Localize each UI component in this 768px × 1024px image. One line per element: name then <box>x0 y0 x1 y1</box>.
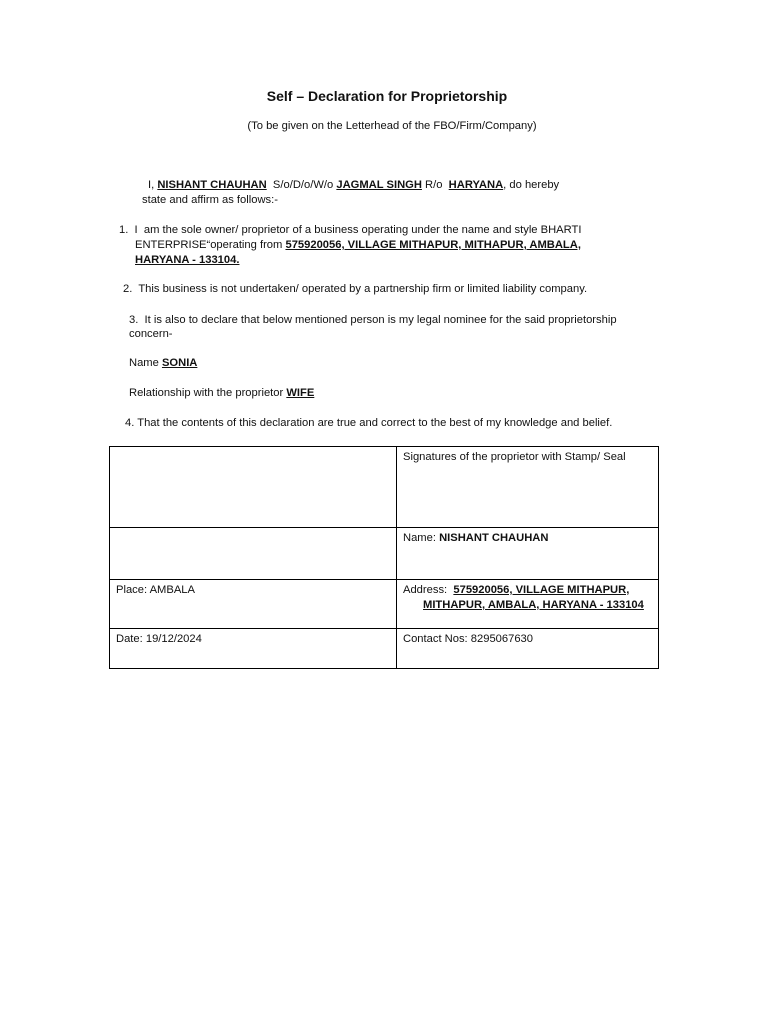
table-row <box>110 528 659 580</box>
empty-cell <box>110 528 397 580</box>
address-line-1: 575920056, VILLAGE MITHAPUR, <box>453 584 630 596</box>
proprietor-name: NISHANT CHAUHAN <box>439 532 549 544</box>
date-cell: Date: 19/12/2024 <box>110 629 397 669</box>
residence-label: R/o <box>421 179 449 191</box>
name-label: Name: <box>403 532 440 544</box>
item-1-line-1: 1. I am the sole owner/ proprietor of a business operating under the name and style BHARTI <box>119 224 582 236</box>
intro-suffix: , do hereby <box>503 179 560 191</box>
signature-table <box>109 446 659 669</box>
contact-cell: Contact Nos: 8295067630 <box>397 629 659 669</box>
nominee-name-label: Name <box>129 357 162 369</box>
nominee-name: SONIA <box>161 357 198 369</box>
name-cell <box>397 528 659 580</box>
place-cell: Place: AMBALA <box>110 580 397 629</box>
intro-line-1 <box>148 178 559 193</box>
item-1-prefix: ENTERPRISE“operating from <box>135 239 286 251</box>
relationship-value: WIFE <box>286 387 315 399</box>
empty-cell <box>110 447 397 528</box>
item-3-line-2: concern- <box>129 328 173 340</box>
signature-cell: Signatures of the proprietor with Stamp/ Seal <box>397 447 659 528</box>
residence: HARYANA <box>448 179 504 191</box>
relationship-label: Relationship with the proprietor <box>129 387 287 399</box>
address-line-2: MITHAPUR, AMBALA, HARYANA - 133104 <box>423 599 644 611</box>
relationship-line <box>129 386 314 401</box>
item-1-line-2 <box>135 238 581 253</box>
business-address-part-2: HARYANA - 133104. <box>135 254 240 266</box>
item-4: 4. That the contents of this declaration are true and correct to the best of my knowledge and belief. <box>125 417 613 429</box>
document-title: Self – Declaration for Proprietorship <box>266 88 508 104</box>
intro-line-2: state and affirm as follows:- <box>142 194 278 206</box>
document-subtitle: (To be given on the Letterhead of the FBO/Firm/Company) <box>247 120 537 132</box>
table-row <box>110 629 659 669</box>
address-cell <box>397 580 659 629</box>
item-2: 2. This business is not undertaken/ operated by a partnership firm or limited liability company. <box>123 283 588 295</box>
address-label: Address: <box>403 584 454 596</box>
table-row <box>110 580 659 629</box>
father-name: JAGMAL SINGH <box>336 179 422 191</box>
intro-prefix: I, <box>148 179 158 191</box>
item-1-line-3 <box>135 253 239 268</box>
table-row <box>110 447 659 528</box>
relation-label: S/o/D/o/W/o <box>266 179 337 191</box>
declarant-name: NISHANT CHAUHAN <box>157 179 267 191</box>
business-address-part-1: 575920056, VILLAGE MITHAPUR, MITHAPUR, AMBALA, <box>285 239 581 251</box>
item-3-line-1: 3. It is also to declare that below mentioned person is my legal nominee for the said proprietorship <box>129 314 617 326</box>
nominee-name-line <box>129 356 197 371</box>
